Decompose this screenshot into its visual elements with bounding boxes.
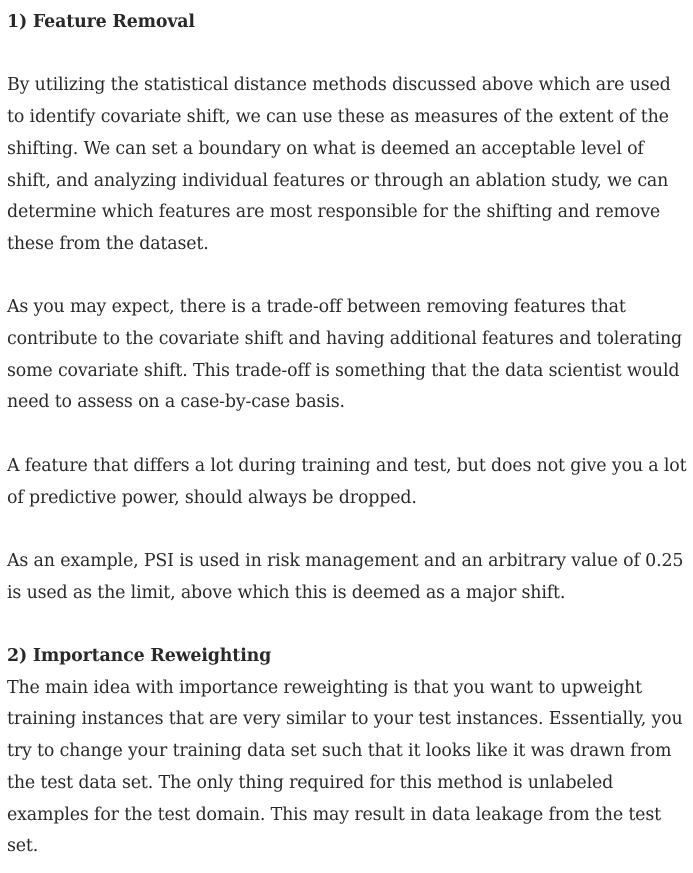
paragraph-trade-off: As you may expect, there is a trade-off between removing features that contribute to the covariate shift and having additional features and tolerating some covariate shift. This trade-off is something that the data scientist would need to assess on a case-by-case basis. [7,297,683,413]
paragraph-gap [7,419,691,451]
section-heading-feature-removal: 1) Feature Removal [7,12,195,32]
article-body [7,0,691,863]
paragraph-gap [7,609,691,641]
paragraph-feature-removal-intro: By utilizing the statistical distance methods discussed above which are used to identify covariate shift, we can use these as measures of the extent of the shifting. We can set a boundary on what is deemed an acceptable level of shift, and analyzing individual features or through an ablation study, we can determine which features are most responsible for the shifting and remove these from the dataset. [7,75,671,254]
section-heading-importance-reweighting: 2) Importance Reweighting [7,645,272,666]
paragraph-gap [7,39,691,71]
paragraph-importance-reweighting: The main idea with importance reweighting is that you want to upweight training instances that are very similar to your test instances. Essentially, you try to change your training data set such that it looks like it was drawn from the test data set. The only thing required for this method is unlabeled examples for the test domain. This may result in data leakage from the test set. [7,677,683,857]
paragraph-psi-example: As an example, PSI is used in risk management and an arbitrary value of 0.25 is used as the limit, above which this is deemed as a major shift. [7,550,684,603]
paragraph-gap [7,514,691,546]
paragraph-gap [7,261,691,293]
paragraph-drop-feature: A feature that differs a lot during training and test, but does not give you a lot of predictive power, should always be dropped. [7,455,687,508]
